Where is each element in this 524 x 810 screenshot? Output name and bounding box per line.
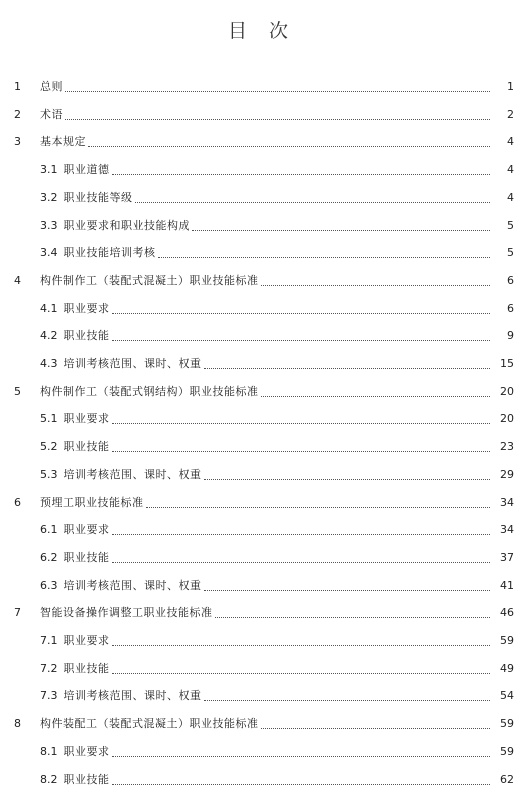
entry-title: 构件装配工（装配式混凝土）职业技能标准 bbox=[40, 717, 259, 730]
entry-title: 预埋工职业技能标准 bbox=[40, 496, 144, 509]
entry-title: 职业要求 bbox=[63, 745, 110, 758]
toc-entry[interactable] bbox=[0, 772, 524, 788]
entry-title: 构件制作工（装配式混凝土）职业技能标准 bbox=[40, 274, 259, 287]
entry-label bbox=[40, 605, 492, 621]
entry-title: 职业技能培训考核 bbox=[63, 246, 156, 259]
entry-label bbox=[40, 439, 492, 455]
entry-title: 职业要求 bbox=[63, 302, 110, 315]
leader-dots bbox=[65, 90, 490, 92]
page-number: 4 bbox=[507, 191, 514, 204]
entry-title: 职业技能等级 bbox=[63, 191, 133, 204]
leader-dots bbox=[204, 589, 491, 591]
leader-dots bbox=[158, 256, 491, 258]
entry-title: 基本规定 bbox=[40, 135, 86, 148]
entry-title: 构件制作工（装配式钢结构）职业技能标准 bbox=[40, 385, 259, 398]
entry-title: 培训考核范围、课时、权重 bbox=[63, 357, 202, 370]
toc-entry[interactable] bbox=[0, 384, 524, 400]
chapter-number: 1 bbox=[14, 80, 21, 93]
section-number: 5.3 bbox=[40, 468, 58, 481]
leader-dots bbox=[135, 201, 491, 203]
chapter-number: 8 bbox=[14, 717, 21, 730]
chapter-number: 2 bbox=[14, 108, 21, 121]
entry-label bbox=[40, 772, 492, 788]
entry-title: 培训考核范围、课时、权重 bbox=[63, 468, 202, 481]
entry-label bbox=[40, 495, 492, 511]
leader-dots bbox=[65, 118, 490, 120]
entry-title: 培训考核范围、课时、权重 bbox=[63, 689, 202, 702]
page-number: 46 bbox=[500, 606, 514, 619]
chapter-number: 4 bbox=[14, 274, 21, 287]
page-number: 59 bbox=[500, 745, 514, 758]
toc-entry[interactable] bbox=[0, 522, 524, 538]
page-number: 4 bbox=[507, 135, 514, 148]
entry-label bbox=[40, 550, 492, 566]
section-number: 5.2 bbox=[40, 440, 58, 453]
page-number: 5 bbox=[507, 246, 514, 259]
entry-title: 职业道德 bbox=[63, 163, 110, 176]
entry-title: 职业技能 bbox=[63, 551, 110, 564]
entry-label bbox=[40, 79, 492, 95]
entry-title: 职业要求 bbox=[63, 634, 110, 647]
entry-title: 总则 bbox=[40, 80, 63, 93]
chapter-number: 5 bbox=[14, 385, 21, 398]
section-number: 3.3 bbox=[40, 219, 58, 232]
leader-dots bbox=[146, 506, 491, 508]
entry-title: 职业要求 bbox=[63, 523, 110, 536]
page-number: 37 bbox=[500, 551, 514, 564]
section-number: 6.3 bbox=[40, 579, 58, 592]
toc-entry[interactable] bbox=[0, 467, 524, 483]
leader-dots bbox=[112, 644, 491, 646]
leader-dots bbox=[112, 422, 491, 424]
entry-label bbox=[40, 245, 492, 261]
chapter-number: 7 bbox=[14, 606, 21, 619]
leader-dots bbox=[215, 616, 491, 618]
page-number: 59 bbox=[500, 634, 514, 647]
chapter-number: 3 bbox=[14, 135, 21, 148]
page-number: 20 bbox=[500, 385, 514, 398]
section-number: 6.1 bbox=[40, 523, 58, 536]
entry-title: 职业要求和职业技能构成 bbox=[63, 219, 190, 232]
entry-title: 职业技能 bbox=[63, 440, 110, 453]
leader-dots bbox=[112, 450, 491, 452]
leader-dots bbox=[112, 533, 491, 535]
entry-title: 职业要求 bbox=[63, 412, 110, 425]
page-number: 29 bbox=[500, 468, 514, 481]
page-number: 6 bbox=[507, 302, 514, 315]
section-number: 4.2 bbox=[40, 329, 58, 342]
leader-dots bbox=[204, 478, 491, 480]
entry-title: 职业技能 bbox=[63, 662, 110, 675]
leader-dots bbox=[261, 727, 491, 729]
leader-dots bbox=[204, 699, 491, 701]
toc-entry[interactable] bbox=[0, 605, 524, 621]
section-number: 3.1 bbox=[40, 163, 58, 176]
leader-dots bbox=[192, 229, 490, 231]
page-number: 41 bbox=[500, 579, 514, 592]
leader-dots bbox=[261, 284, 491, 286]
leader-dots bbox=[88, 145, 490, 147]
leader-dots bbox=[112, 755, 491, 757]
entry-title: 培训考核范围、课时、权重 bbox=[63, 579, 202, 592]
section-number: 5.1 bbox=[40, 412, 58, 425]
section-number: 3.2 bbox=[40, 191, 58, 204]
entry-label bbox=[40, 190, 492, 206]
page-title: 目 次 bbox=[227, 20, 297, 42]
page-number: 34 bbox=[500, 523, 514, 536]
entry-title: 智能设备操作调整工职业技能标准 bbox=[40, 606, 213, 619]
page-number: 34 bbox=[500, 496, 514, 509]
entry-label bbox=[40, 716, 492, 732]
toc-entry[interactable] bbox=[0, 356, 524, 372]
toc-entry[interactable] bbox=[0, 162, 524, 178]
toc-entry[interactable] bbox=[0, 633, 524, 649]
page-number: 6 bbox=[507, 274, 514, 287]
toc-entry[interactable] bbox=[0, 301, 524, 317]
leader-dots bbox=[112, 173, 491, 175]
toc-entry[interactable] bbox=[0, 495, 524, 511]
page-number: 59 bbox=[500, 717, 514, 730]
section-number: 6.2 bbox=[40, 551, 58, 564]
entry-label bbox=[40, 273, 492, 289]
toc-entry[interactable] bbox=[0, 328, 524, 344]
page-number: 15 bbox=[500, 357, 514, 370]
entry-label bbox=[40, 218, 492, 234]
toc-entry[interactable] bbox=[0, 273, 524, 289]
leader-dots bbox=[204, 367, 491, 369]
leader-dots bbox=[112, 561, 491, 563]
chapter-number: 6 bbox=[14, 496, 21, 509]
entry-label bbox=[40, 578, 492, 594]
entry-label bbox=[40, 134, 492, 150]
toc-entry[interactable] bbox=[0, 744, 524, 760]
entry-label bbox=[40, 633, 492, 649]
toc-entry[interactable] bbox=[0, 107, 524, 123]
section-number: 4.1 bbox=[40, 302, 58, 315]
page-number: 54 bbox=[500, 689, 514, 702]
section-number: 8.1 bbox=[40, 745, 58, 758]
entry-title: 职业技能 bbox=[63, 773, 110, 786]
toc-entry[interactable] bbox=[0, 716, 524, 732]
page-number: 4 bbox=[507, 163, 514, 176]
toc-entry[interactable] bbox=[0, 578, 524, 594]
page-number: 20 bbox=[500, 412, 514, 425]
page-number: 9 bbox=[507, 329, 514, 342]
page-number: 1 bbox=[507, 80, 514, 93]
page-number: 5 bbox=[507, 219, 514, 232]
toc-entry[interactable] bbox=[0, 79, 524, 95]
entry-label bbox=[40, 107, 492, 123]
entry-title: 职业技能 bbox=[63, 329, 110, 342]
toc-entry[interactable] bbox=[0, 245, 524, 261]
entry-label bbox=[40, 356, 492, 372]
toc-entry[interactable] bbox=[0, 439, 524, 455]
entry-label bbox=[40, 301, 492, 317]
entry-label bbox=[40, 328, 492, 344]
toc-entry[interactable] bbox=[0, 411, 524, 427]
toc-entry[interactable] bbox=[0, 218, 524, 234]
toc-entry[interactable] bbox=[0, 661, 524, 677]
entry-title: 术语 bbox=[40, 108, 63, 121]
section-number: 7.3 bbox=[40, 689, 58, 702]
entry-label bbox=[40, 661, 492, 677]
toc-entry[interactable] bbox=[0, 190, 524, 206]
section-number: 7.2 bbox=[40, 662, 58, 675]
page-number: 49 bbox=[500, 662, 514, 675]
entry-label bbox=[40, 411, 492, 427]
section-number: 8.2 bbox=[40, 773, 58, 786]
leader-dots bbox=[112, 339, 491, 341]
section-number: 4.3 bbox=[40, 357, 58, 370]
section-number: 3.4 bbox=[40, 246, 58, 259]
toc-entry[interactable] bbox=[0, 134, 524, 150]
entry-label bbox=[40, 162, 492, 178]
page-number: 23 bbox=[500, 440, 514, 453]
section-number: 7.1 bbox=[40, 634, 58, 647]
leader-dots bbox=[112, 783, 491, 785]
toc-entry[interactable] bbox=[0, 688, 524, 704]
entry-label bbox=[40, 467, 492, 483]
entry-label bbox=[40, 384, 492, 400]
toc-entry[interactable] bbox=[0, 550, 524, 566]
entry-label bbox=[40, 744, 492, 760]
page-number: 62 bbox=[500, 773, 514, 786]
page-number: 2 bbox=[507, 108, 514, 121]
leader-dots bbox=[112, 672, 491, 674]
leader-dots bbox=[112, 312, 491, 314]
leader-dots bbox=[261, 395, 491, 397]
entry-label bbox=[40, 522, 492, 538]
entry-label bbox=[40, 688, 492, 704]
